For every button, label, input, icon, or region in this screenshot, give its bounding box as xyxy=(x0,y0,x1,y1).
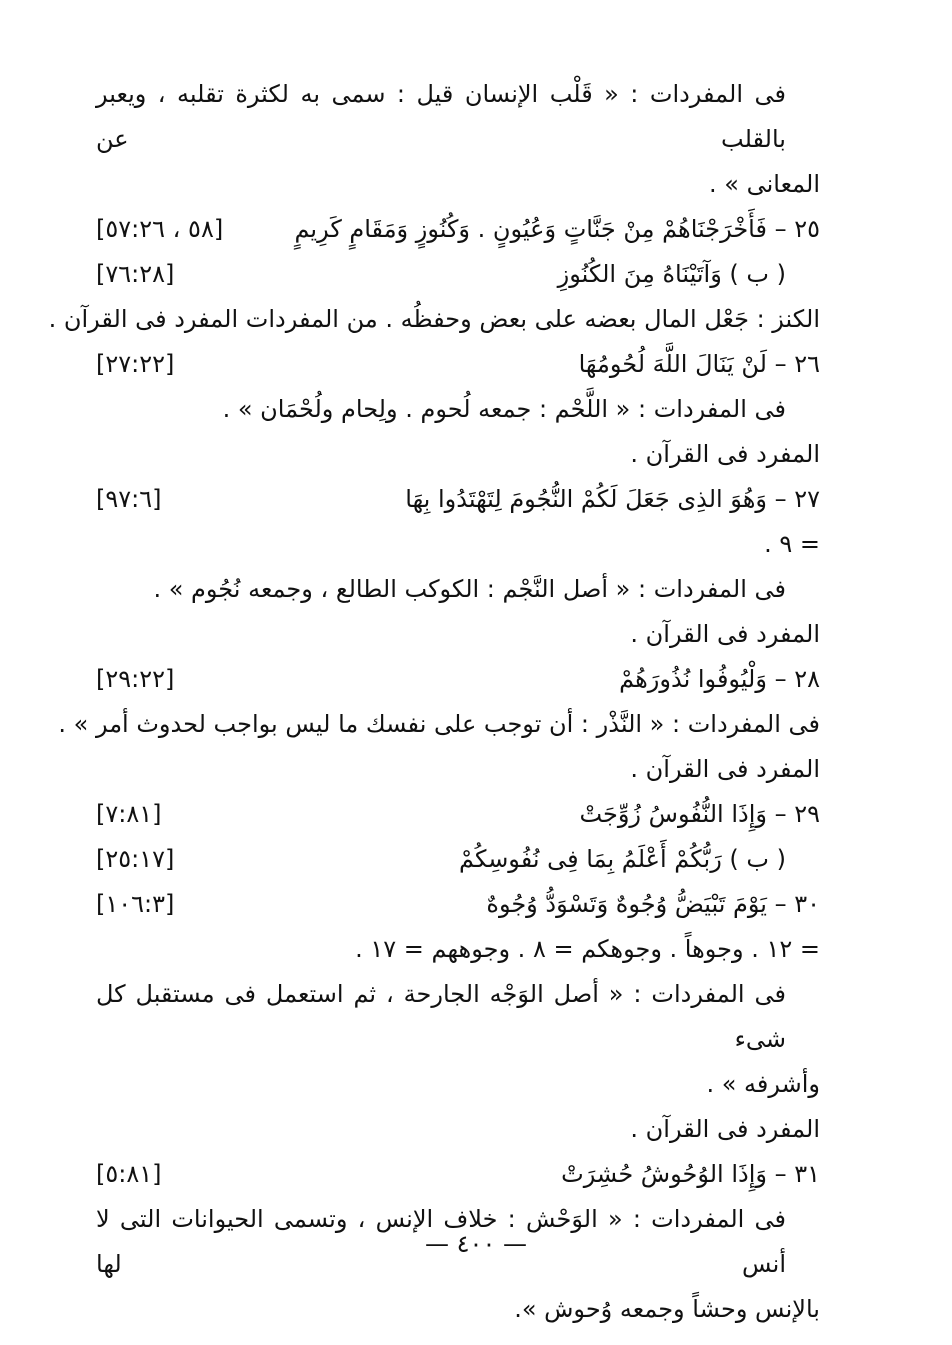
text-line xyxy=(96,927,820,972)
text-line xyxy=(96,1062,820,1107)
text-line xyxy=(96,432,820,477)
text-line xyxy=(96,387,820,432)
line-text: فى المفردات : « أصل الوَجْه الجارحة ، ثم استعمل فى مستقبل كل شىء xyxy=(96,980,786,1053)
verse-reference: [٧:٨١] xyxy=(96,800,162,828)
text-line xyxy=(96,972,820,1062)
text-line xyxy=(96,612,820,657)
line-text: وأشرفه » . xyxy=(706,1070,820,1098)
line-text: المفرد فى القرآن . xyxy=(630,1115,820,1143)
text-line xyxy=(58,702,820,747)
text-line xyxy=(96,747,820,792)
line-text: فى المفردات : « أصل النَّجْم : الكوكب الطالع ، وجمعه نُجُوم » . xyxy=(153,575,786,603)
verse-line xyxy=(96,837,820,882)
verse-line xyxy=(96,657,820,702)
verse-reference: [٩٧:٦] xyxy=(96,485,162,513)
text-line xyxy=(96,72,820,162)
text-line xyxy=(96,522,820,567)
text-line xyxy=(96,1287,820,1332)
line-text: بالإنس وحشاً وجمعه وُحوش ». xyxy=(514,1295,820,1323)
line-text: = ٩ . xyxy=(764,530,820,558)
verse-line xyxy=(96,252,820,297)
verse-text: ( ب ) وَآتَيْنَاهُ مِنَ الكُنُوزِ xyxy=(557,260,786,288)
verse-text: ٢٦ – لَنْ يَنَالَ اللَّهَ لُحُومُهَا xyxy=(578,350,820,378)
line-text: المعانى » . xyxy=(709,170,820,198)
verse-text: ٢٨ – وَلْيُوفُوا نُذُورَهُمْ xyxy=(619,665,820,693)
verse-reference: [٢٧:٢٢] xyxy=(96,350,175,378)
verse-line xyxy=(96,342,820,387)
verse-line xyxy=(96,1152,820,1197)
text-line xyxy=(96,1107,820,1152)
verse-reference: [١٠٦:٣] xyxy=(96,890,175,918)
line-text: فى المفردات : « النَّذْر : أن توجب على نفسك ما ليس بواجب لحدوث أمر » . xyxy=(58,710,820,738)
line-text: المفرد فى القرآن . xyxy=(630,440,820,468)
verse-reference: [٢٩:٢٢] xyxy=(96,665,175,693)
line-text: المفرد فى القرآن . xyxy=(630,620,820,648)
verse-text: ٢٥ – فَأَخْرَجْنَاهُمْ مِنْ جَنَّاتٍ وَعُيُونٍ . وَكُنُوزٍ وَمَقَامٍ كَرِيمٍ xyxy=(294,215,820,243)
text-line xyxy=(48,297,820,342)
verse-line xyxy=(96,477,820,522)
verse-reference: [٧٦:٢٨] xyxy=(96,260,175,288)
verse-line xyxy=(96,792,820,837)
page-number: — ٤٠٠ — xyxy=(425,1230,527,1258)
line-text: الكنز : جَعْل المال بعضه على بعض وحفظُه . من المفردات المفرد فى القرآن . xyxy=(48,305,820,333)
verse-line xyxy=(96,882,820,927)
text-line xyxy=(96,162,820,207)
line-text: = ١٢ . وجوهاً . وجوهكم = ٨ . وجوههم = ١٧ . xyxy=(355,935,820,963)
verse-reference: [٢٥:١٧] xyxy=(96,845,175,873)
verse-text: ٢٩ – وَإِذَا النُّفُوسُ زُوِّجَتْ xyxy=(579,800,820,828)
verse-line xyxy=(96,207,820,252)
line-text: فى المفردات : « الوَحْش : خلاف الإنس ، وتسمى الحيوانات التى لا أنس لها xyxy=(96,1205,786,1278)
line-text: فى المفردات : « اللَّحْم : جمعه لُحوم . ولِحام ولُحْمَان » . xyxy=(222,395,786,423)
verse-reference: [٥:٨١] xyxy=(96,1160,162,1188)
line-text: المفرد فى القرآن . xyxy=(630,755,820,783)
text-line xyxy=(96,567,820,612)
verse-text: ( ب ) رَبُّكُمْ أَعْلَمُ بِمَا فِى نُفُوسِكُمْ xyxy=(458,845,786,873)
page-body xyxy=(48,72,820,1332)
verse-text: ٣٠ – يَوْمَ تَبْيَضُّ وُجُوهٌ وَتَسْوَدُّ وُجُوهٌ xyxy=(486,890,820,918)
verse-reference: [٥٨ ، ٥٧:٢٦] xyxy=(96,215,224,243)
verse-text: ٢٧ – وَهُوَ الذِى جَعَلَ لَكُمْ النُّجُومَ لِتَهْتَدُوا بِهَا xyxy=(405,485,820,513)
verse-text: ٣١ – وَإِذَا الوُحُوشُ حُشِرَتْ xyxy=(561,1160,820,1188)
line-text: فى المفردات : « قَلْب الإنسان قيل : سمى به لكثرة تقلبه ، ويعبر بالقلب عن xyxy=(96,80,786,153)
